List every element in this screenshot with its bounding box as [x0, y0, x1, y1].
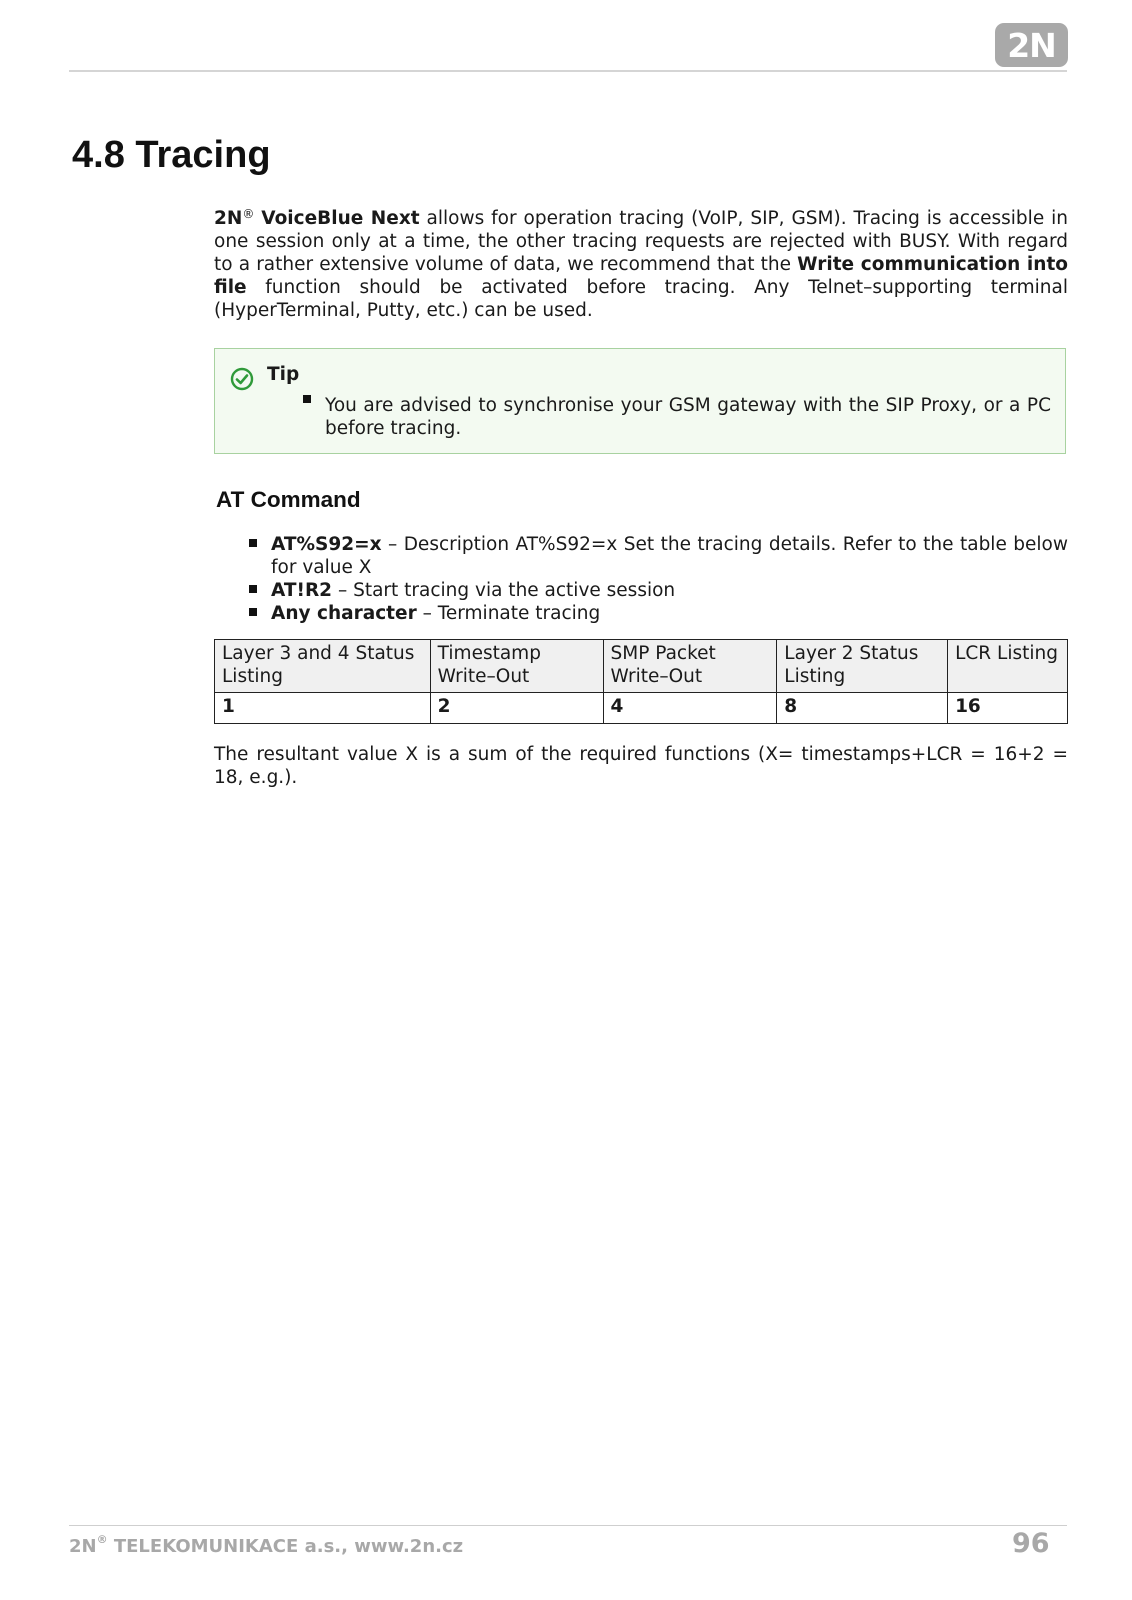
- table-cell: 8: [777, 693, 948, 724]
- registered-mark: ®: [242, 207, 255, 221]
- command-name: AT%S92=x: [271, 534, 382, 555]
- table-cell: 16: [948, 693, 1068, 724]
- command-description: – Terminate tracing: [416, 603, 601, 624]
- function-name: Write communication into file: [214, 254, 1069, 298]
- list-item: [246, 533, 1068, 579]
- command-description: – Start tracing via the active session: [332, 580, 676, 601]
- footer-registered-mark: ®: [96, 1533, 108, 1546]
- command-name: Any character: [271, 603, 417, 624]
- tip-label: Tip: [267, 364, 300, 385]
- table-header-cell: SMP Packet Write–Out: [603, 640, 777, 693]
- table-row: [215, 693, 1068, 724]
- tip-box: [214, 348, 1066, 454]
- brand-name: 2N: [214, 208, 243, 229]
- bullet: [249, 539, 257, 547]
- footer-company: [69, 1533, 464, 1557]
- intro-paragraph: [214, 207, 1068, 322]
- table-cell: 2: [430, 693, 603, 724]
- at-command-list: [246, 533, 1068, 625]
- table-header-cell: Layer 3 and 4 Status Listing: [215, 640, 431, 693]
- section-heading-at-command: AT Command: [216, 487, 361, 512]
- product-name: VoiceBlue Next: [261, 208, 420, 229]
- intro-text-part1: allows for operation tracing (VoIP, SIP, GSM). Tracing is accessible in one session only at a time, the other tracing requests are rejected with BUSY. With regard to a rather extensive volume of data, we recommend that the: [214, 208, 1068, 275]
- tip-text: You are advised to synchronise your GSM gateway with the SIP Proxy, or a PC before tracing.: [325, 395, 1051, 439]
- table-header-row: [215, 640, 1068, 693]
- check-circle-icon: [230, 367, 254, 391]
- table-header-cell: Layer 2 Status Listing: [777, 640, 948, 693]
- result-paragraph: The resultant value X is a sum of the required functions (X= timestamps+LCR = 16+2 = 18, e.g.).: [214, 744, 1068, 788]
- bullet: [249, 585, 257, 593]
- header-divider: [69, 70, 1067, 72]
- table-header-cell: Timestamp Write–Out: [430, 640, 603, 693]
- footer-company-text: TELEKOMUNIKACE a.s., www.2n.cz: [107, 1536, 464, 1557]
- logo-text: 2N: [1007, 25, 1056, 65]
- table-cell: 1: [215, 693, 431, 724]
- list-item: [246, 602, 1068, 625]
- bullet: [249, 608, 257, 616]
- command-description: – Description AT%S92=x Set the tracing details. Refer to the table below for value X: [271, 534, 1068, 578]
- intro-text-part2: function should be activated before tracing. Any Telnet–supporting terminal (HyperTerminal, Putty, etc.) can be used.: [214, 277, 1068, 321]
- tip-bullet: [303, 395, 311, 403]
- footer-divider: [69, 1525, 1067, 1526]
- tracing-values-table: [214, 639, 1068, 724]
- table-header-cell: LCR Listing: [948, 640, 1068, 693]
- page-title: 4.8 Tracing: [72, 134, 271, 176]
- table-cell: 4: [603, 693, 777, 724]
- list-item: [246, 579, 1068, 602]
- command-name: AT!R2: [271, 580, 333, 601]
- page-number: 96: [1012, 1528, 1050, 1559]
- footer-brand: 2N: [69, 1536, 97, 1557]
- company-logo: [995, 23, 1068, 67]
